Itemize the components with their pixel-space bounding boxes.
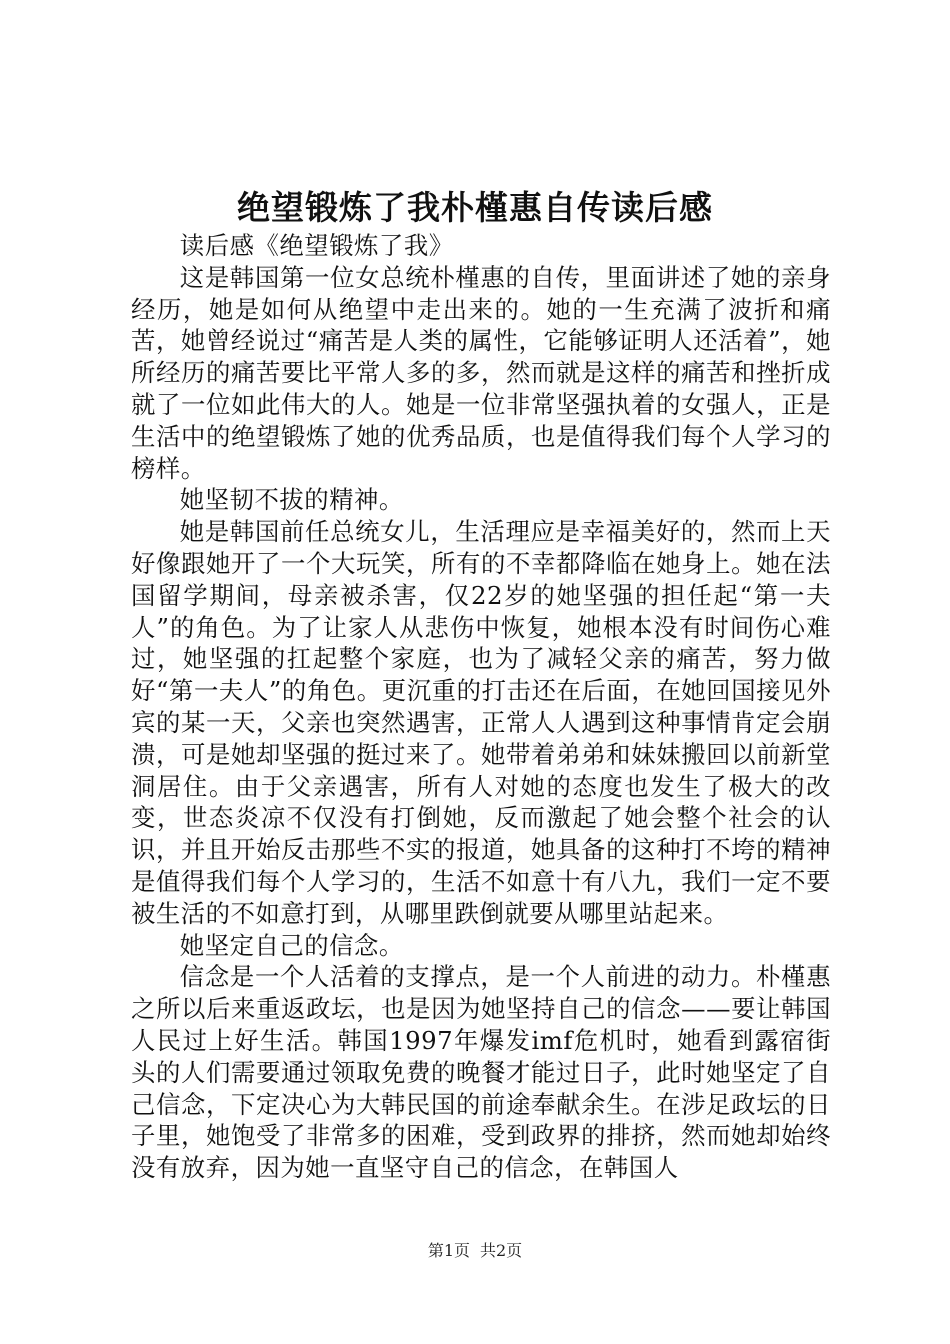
paragraph-heading-belief: 她坚定自己的信念。 [179, 930, 404, 960]
page-footer [0, 1240, 950, 1262]
page-number-current: 第1页 [427, 1241, 470, 1260]
document-title: 绝望锻炼了我朴槿惠自传读后感 [237, 188, 713, 227]
paragraph-intro: 这是韩国第一位女总统朴槿惠的自传，里面讲述了她的亲身经历，她是如何从绝望中走出来的。她的一生充满了波折和痛苦，她曾经说过“痛苦是人类的属性，它能够证明人还活着”，她所经历的痛苦要比平常人多的多，然而就是这样的痛苦和挫折成就了一位如此伟大的人。她是一位非常坚强执着的女强人，正是生活中的绝望锻炼了她的优秀品质，也是值得我们每个人学习的榜样。 [131, 262, 831, 483]
document-body [131, 230, 831, 1184]
page-number-total: 共2页 [480, 1241, 523, 1260]
paragraph-subtitle: 读后感《绝望锻炼了我》 [179, 231, 454, 260]
paragraph-belief: 信念是一个人活着的支撑点，是一个人前进的动力。朴槿惠之所以后来重返政坛，也是因为她坚持自己的信念——要让韩国人民过上好生活。韩国1997年爆发imf危机时，她看到露宿街头的人们需要通过领取免费的晚餐才能过日子，此时她坚定了自己信念，下定决心为大韩民国的前途奉献余生。在涉足政坛的日子里，她饱受了非常多的困难，受到政界的排挤，然而她却始终没有放弃，因为她一直坚守自己的信念，在韩国人 [131, 962, 831, 1183]
paragraph-spirit: 她是韩国前任总统女儿，生活理应是幸福美好的，然而上天好像跟她开了一个大玩笑，所有的不幸都降临在她身上。她在法国留学期间，母亲被杀害，仅22岁的她坚强的担任起“第一夫人”的角色。为了让家人从悲伤中恢复，她根本没有时间伤心难过，她坚强的扛起整个家庭，也为了减轻父亲的痛苦，努力做好“第一夫人”的角色。更沉重的打击还在后面，在她回国接见外宾的某一天，父亲也突然遇害，正常人人遇到这种事情肯定会崩溃，可是她却坚强的挺过来了。她带着弟弟和妹妹搬回以前新堂洞居住。由于父亲遇害，所有人对她的态度也发生了极大的改变，世态炎凉不仅没有打倒她，反而激起了她会整个社会的认识，并且开始反击那些不实的报道，她具备的这种打不垮的精神是值得我们每个人学习的，生活不如意十有八九，我们一定不要被生活的不如意打到，从哪里跌倒就要从哪里站起来。 [131, 517, 831, 928]
paragraph-heading-spirit: 她坚韧不拔的精神。 [179, 485, 404, 515]
